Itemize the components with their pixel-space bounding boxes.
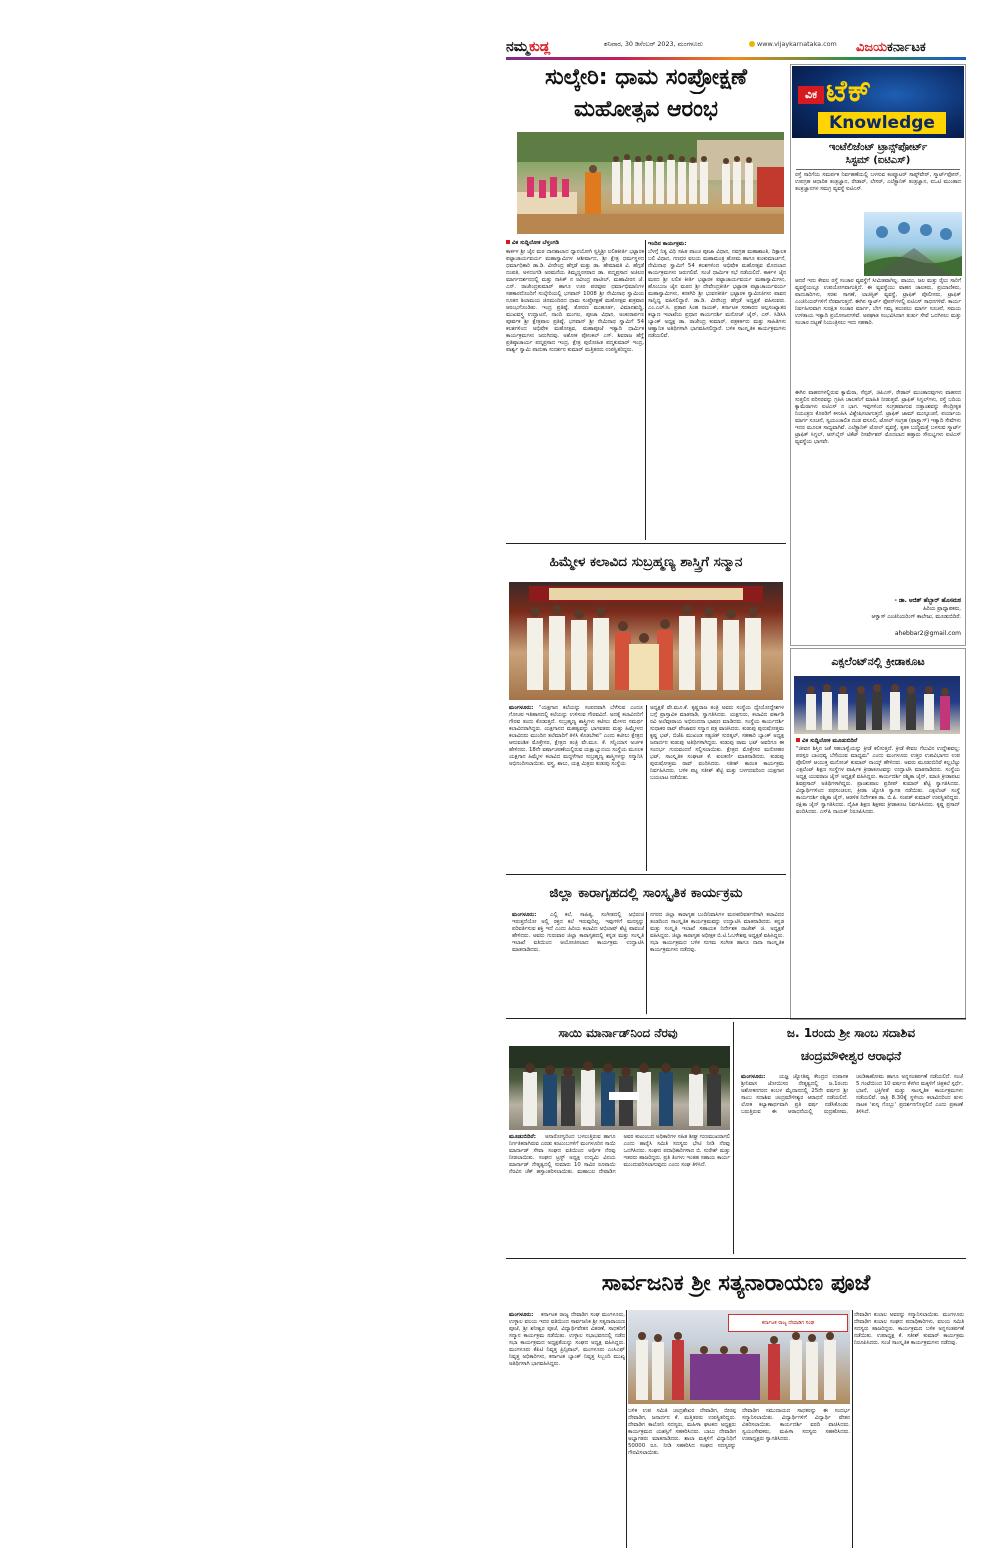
satya-col-3: ದೇವಾಡಿಗ ಸಮುದಾಯದ ಸಾಧಕರನ್ನು ಈ ಸಂದರ್ಭ ಸನ್ಮಾನಿಸಲಾಯಿತು. ವಿದ್ಯಾರ್ಥಿಗಳಿಗೆ ವಿದ್ಯಾರ್ಥಿ ವೇತನ ವಿತರಿಸಲಾಯಿತು. ಕಾರ್ಯದರ್ಶಿ ವರದಿ ವಾಚಿಸಿದರು. ಸ್ವಯಂಸೇವಕರು, ಮಹಿಳಾ ಸದಸ್ಯರು ಸಹಕರಿಸಿದರು. ಉಪಾಧ್ಯಕ್ಷರು ಸ್ವಾಗತಿಸಿದರು. <box>742 1408 850 1442</box>
tech-author-role-2: ಆಳ್ವಾಸ್ ಎಂಜಿನಿಯರಿಂಗ್ ಕಾಲೇಜು, ಮೂಡುಬಿದಿರೆ. <box>871 614 961 620</box>
tech-title-2: ಸಿಸ್ಟಮ್ (ಐಟಿಎಸ್) <box>845 155 911 166</box>
website-text: www.vijaykarnataka.com <box>757 40 837 48</box>
himmela-top-rule <box>506 543 786 544</box>
himmela-photo <box>509 582 783 700</box>
sai-headline: ಸಾಯಿ ಮಾರ್ನಾಡ್‌ನಿಂದ ನೆರವು <box>558 1026 678 1040</box>
sai-photo <box>509 1046 730 1130</box>
satya-top-rule <box>506 1258 966 1259</box>
himmela-col-1: "ಯಕ್ಷಗಾನ ಕಲೆಯನ್ನು ಸಂಪದವಾಗಿ ಬೆಳೆಸುವ ಎಂದೂ ಗೋಚರ ಇತಿಹಾಸದಲ್ಲಿ ಕಲೆಯನ್ನು ಉಳಿಸುವ ಗೌರವವಿದೆ. ಅದಕ್ಕೆ ಕಲಾವಿದರಿಗೆ ಗೌರವ ತಂದು ಕೊಡುತ್ತದೆ. ಸುಬ್ರಹ್ಮಣ್ಯ ಶಾಸ್ತ್ರಿಗಳು ಕಟೀಲು ಮೇಳದ ಸಮರ್ಥ ಕಲಾವಿದರಾಗಿದ್ದರು. ಯಕ್ಷಗಾನದ ಮಹತ್ವವನ್ನು ಭಾಗವತರು ಮತ್ತು ಹಿಮ್ಮೇಳದ ಕಲಾವಿದರು ಮುಂದಿನ ತಲೆಮಾರಿಗೆ ತಿಳಿಸಿ ಕೊಡಬೇಕು" ಎಂದು ಕಟೀಲು ಕ್ಷೇತ್ರದ ಆನುವಂಶಿಕ ಮೊಕ್ತೇಸರ, ಕ್ಷೇತ್ರದ ತಂತ್ರಿ ವೇ.ಮೂ. ಕೆ. ಸನ್ನಿಯಾಸ ಅರ್ಚಕ ಹೇಳಿದರು. 18ನೇ ವರ್ಷಾಚರಣೆಯಲ್ಲಿರುವ ಯಕ್ಷಾಭ್ಯುದಯ ಸಂಸ್ಥೆಯ ಮೂಲಕ ಯಕ್ಷಗಾನ ಹಿಮ್ಮೇಳ ಕಲಾವಿದ ಮದ್ದಳೆಗಾರ ಸುಬ್ರಹ್ಮಣ್ಯ ಶಾಸ್ತ್ರಿಗಳನ್ನು ಸನ್ಮಾನಿಸಿ ಅಭಿನಂದಿಸಲಾಯಿತು. ವಸ್ತ್ರ, ಶಾಲು, ಯಕ್ಷ ಮಿತ್ರರು ಕುಡುಪು ಸಂಸ್ಥೆಯ <box>509 705 643 767</box>
tech-infographic <box>864 212 962 276</box>
namma-kudla-logo <box>506 36 550 54</box>
himmela-vertical-rule <box>646 705 647 871</box>
lead-sub-label <box>648 241 786 248</box>
tech-author-role-1: ಹಿರಿಯ ಪ್ರಾಧ್ಯಾಪಕರು, <box>923 606 961 612</box>
jail-col-1: ಎಲ್ಲಿ ಕಲೆ, ಸಾಹಿತ್ಯ, ಸಂಗೀತದಲ್ಲಿ ಅಭಿರುಚಿ ಇರುತ್ತದೆಯೋ ಅಲ್ಲಿ ರಕ್ತದ ಕಲೆ ಇರುವುದಿಲ್ಲ. ಇವುಗಳಿಗೆ ಮನಸ್ಸನ್ನು ಪರಿವರ್ತಿಸುವ ಶಕ್ತಿ ಇದೆ ಎಂದು ಹಿರಿಯ ಕಲಾವಿದ ಅಭಿಲಾಷ್ ಶೆಟ್ಟಿ ಪಾವಂಜೆ ಹೇಳಿದರು. ಅವರು ಗುರುವಾರ ಜಿಲ್ಲಾ ಕಾರಾಗೃಹದಲ್ಲಿ ಕನ್ನಡ ಮತ್ತು ಸಂಸ್ಕೃತಿ ಇಲಾಖೆ ವತಿಯಿಂದ ಆಯೋಜಿಸಲಾದ ಕಾರ್ಯಕ್ರಮ ಉದ್ಘಾಟಿಸಿ ಮಾತನಾಡಿದರು. <box>512 912 644 953</box>
jail-vertical-rule <box>646 912 647 1014</box>
satya-col-2: ಬಳಿಕ ಉಪ ಸಮಿತಿ ಚಂದ್ರಶೇಖರ ದೇವಾಡಿಗ, ಬೀರಪ್ಪ ದೇವಾಡಿಗ, ಜನಾರ್ದನ ಕೆ. ಮತ್ತಿತರರು ಉಪಸ್ಥಿತರಿದ್ದರು. ದೇವಾಡಿಗ ಕಾಲೋನಿ ಸದಸ್ಯರು, ಮಹಿಳಾ ಘಟಕದ ಅಧ್ಯಕ್ಷರು ಕಾರ್ಯಕ್ರಮದ ಯಶಸ್ಸಿಗೆ ಸಹಕರಿಸಿದರು. ಬಾಬು ದೇವಾಡಿಗ ಅಭ್ಯಾಗತರು ಮಾತನಾಡಿದರು. ಶಾಲಾ ಮಕ್ಕಳಿಗೆ ವಿದ್ಯಾನಿಧಿಗೆ 50000 ರೂ. ನೀಡಿ ಸಹಕರಿಸಿದ ಸಂಘದ ಸದಸ್ಯರನ್ನು ಗೌರವಿಸಲಾಯಿತು. <box>628 1408 736 1456</box>
sai-body: ಅನಾರೋಗ್ಯದಿಂದ ಬಳಲುತ್ತಿರುವ ಹಾಗೂ ನಿರ್ಗತಿಕರಾಗಿರುವ ಎರಡು ಕುಟುಂಬಗಳಿಗೆ ಮಂಗಳೂರಿನ ಸಾಯಿ ಮಾರ್ನಾಡ್ ಸೇವಾ ಸಂಘದ ವತಿಯಿಂದ ಆರ್ಥಿಕ ನೆರವು ನೀಡಲಾಯಿತು. ಸಂಘದ ಟ್ರಸ್ಟ್ ಅಧ್ಯಕ್ಷ ಉದ್ಯಮಿ ವಿನಯ ಮಾರ್ನಾಡ್ ನೇತೃತ್ವದಲ್ಲಿ ಸುಮಾರು 10 ಸಾವಿರ ರೂಪಾಯಿ ನೆರವಿನ ಚೆಕ್ ಹಸ್ತಾಂತರಿಸಲಾಯಿತು. ಮಹಾಬಲ ದೇವಾಡಿಗ ಅವರ ಕುಟುಂಬದ ಅಧಿಕಾರಿಗಳ ಸಹಿತ ಶೀಘ್ರ ಗುಣಮುಖರಾಗಲಿ ಎಂದು ಹಾರೈಸಿ ಸಮಿತಿ ಸದಸ್ಯರು ಭೇಟಿ ನೀಡಿ ನೆರವು ಒದಗಿಸಿದರು. ಸಂಘದ ಪದಾಧಿಕಾರಿಗಳಾದ ಬಿ. ಸುರೇಶ್ ಮತ್ತು ಇತರರು ಹಾಜರಿದ್ದರು. ಪ್ರತಿ ತಿಂಗಳು ಇಂತಹ ಸಹಾಯ ಕಾರ್ಯ ಮುಂದುವರಿಸಲಾಗುವುದು ಎಂದು ಸಂಘ ತಿಳಿಸಿದೆ. <box>509 1134 730 1175</box>
satya-dateline: ಮಂಗಳೂರು: <box>509 1312 534 1318</box>
satya-headline: ಸಾರ್ವಜನಿಕ ಶ್ರೀ ಸತ್ಯನಾರಾಯಣ ಪೂಜೆ <box>601 1271 871 1296</box>
lead-sub-label-text: ಇಂದಿನ ಕಾರ್ಯಕ್ರಮ: <box>648 241 687 247</box>
excellent-byline-text: ವಿಕ ಸುದ್ದಿಲೋಕ ಮೂಡುಬಿದಿರೆ <box>802 738 858 744</box>
jail-dateline: ಮಂಗಳೂರು: <box>512 912 537 918</box>
bullet-icon <box>796 738 800 742</box>
sai-dateline: ಮೂಡುಬಿದಿರೆ: <box>509 1134 537 1140</box>
masthead <box>506 36 966 56</box>
himmela-dateline: ಮಂಗಳೂರು: <box>509 705 534 711</box>
lead-headline-1: ಸುಲ್ಕೇರಿ: ಧಾಮ ಸಂಪ್ರೋಕ್ಷಣೆ <box>544 65 748 90</box>
jail-top-rule <box>506 874 786 875</box>
lead-col-1: ಕಾರ್ಕಳ ಶ್ರೀ ಜೈನ ಮಠ ದಾನಶಾಲಾದ ಧ್ಯಾನಯೋಗಿ ಸ್ವಸ್ತಿಶ್ರೀ ಲಲಿತಕೀರ್ತಿ ಭಟ್ಟಾರಕ ಪಟ್ಟಾಚಾರ್ಯವರ್ಯ ಮಹಾಸ್ವಾಮಿಗಳ ಆಶೀರ್ವಾದ, ಶ್ರೀ ಕ್ಷೇತ್ರ ಧರ್ಮಸ್ಥಳದ ಧರ್ಮಾಧಿಕಾರಿ ಡಾ.ಡಿ. ವೀರೇಂದ್ರ ಹೆಗ್ಗಡೆ ಮತ್ತು ಡಾ. ಹೇಮಾವತಿ ವಿ. ಹೆಗ್ಗಡೆ ದಂಪತಿ, ಅಳದಂಗಡಿ ಅರಮನೆಯ ತಿಮ್ಮಣ್ಣರಸರಾದ ಡಾ. ಪದ್ಮಪ್ರಸಾದ ಅಜಿಲರ ಮಾರ್ಗದರ್ಶನದಲ್ಲಿ ಮತ್ತು ನಾಸಿಕ್ ನ ರವೀಂದ್ರ ಪಾಟೀಲ್, ಮಹಾವೀರನ ಜೆ. ಎನ್. ರಾಜೇಂದ್ರಕುಮಾರ್ ಹಾಗೂ ಊರ ಪರವೂರ ಧರ್ಮಾಭಿಮಾನಿಗಳ ಸಹಕಾರದೊಂದಿಗೆ ಸುಲ್ಕೇರಿಯಲ್ಲಿ ಭಗವಾನ್ 1008 ಶ್ರೀ ನೇಮಿನಾಥ ಸ್ವಾಮಿಯ ನೂತನ ಶಿಲಾಮಯ ಜಿನಮಂದಿರದ ಧಾಮ ಸಂಪ್ರೋಕ್ಷಣೆ ಮಹೋತ್ಸವ ಶುಕ್ರವಾರ ಆರಂಭಗೊಂಡಿತು. ಇಂದ್ರ ಪ್ರತಿಷ್ಠೆ, ತೋರಣ ಮುಹೂರ್ತ, ವಿಮಾನಶುದ್ಧಿ, ಮುಖವಸ್ತ್ರ ಉದ್ಘಾಟನೆ, ನಾಂದಿ ಮಂಗಲ, ಪೂಜಾ ವಿಧಾನ, ಅಂಕುರಾರ್ಪಣ ಪೂರ್ವಕ ಶ್ರೀ ಕ್ಷೇತ್ರಪಾಲ ಪ್ರತಿಷ್ಠೆ, ಭಗವಾನ್ ಶ್ರೀ ನೇಮಿನಾಥ ಸ್ವಾಮಿಗೆ 54 ಕಲಶಗಳಿಂದ ಅಭಿಷೇಕ ಮಹೋತ್ಸವ, ಮಹಾಪೂಜೆ ಇತ್ಯಾದಿ ಧಾರ್ಮಿಕ ಕಾರ್ಯಕ್ರಮಗಳು ಜರುಗಿದವು. ಅಶೋಕ ಪೋಂಕಲ್ ಎಸ್. ಶಿವರಾಜ ಹೆಗ್ಡೆ ಪ್ರತಿಷ್ಠಾಚಾರ್ಯ ಪದ್ಮಪ್ರಸಾದ ಇಂದ್ರ, ಕ್ಷೇತ್ರ ಪುರೋಹಿತ ಪದ್ಮಕುಮಾರ್ ಇಂದ್ರ, ಪಾರ್ಶ್ವ ಸ್ವಾಮಿ ಪಾದುಕಾ ಸುದರ್ಶನ ಕುಮಾರ್ ಮತ್ತಿತರರು ಉಪಸ್ಥಿತರಿದ್ದರು. <box>506 249 644 353</box>
globe-icon <box>749 41 755 47</box>
website-link[interactable] <box>749 40 837 48</box>
lead-headline-2: ಮಹೋತ್ಸವ ಆರಂಭ <box>574 97 718 122</box>
sai-samba-divider <box>733 1022 734 1254</box>
excellent-photo <box>794 676 960 734</box>
satya-photo <box>628 1310 850 1404</box>
satya-vertical-rule-1 <box>626 1310 627 1548</box>
tech-banner-vika: ವಿಕ <box>798 86 824 104</box>
date-line: ಶನಿವಾರ, 30 ಡಿಸೆಂಬರ್ 2023, ಮಂಗಳೂರು <box>604 40 703 48</box>
excellent-headline: ಎಕ್ಸಲೆಂಟ್‌ನಲ್ಲಿ ಕ್ರೀಡಾಕೂಟ <box>831 655 925 668</box>
samba-body: ಯಜ್ಞ ಜ್ಯೋತಿಷ್ಯ ಕೇಂದ್ರದ ಉಪಾಸಕ ಶ್ರೀನಿವಾಸ ಜೋಯಿಸರ ನೇತೃತ್ವದಲ್ಲಿ ಜ.1ರಂದು ಅಶೋಕನಗರದ ಕಂಬಳ ಮೈದಾನದಲ್ಲಿ 25ನೇ ವರ್ಷದ ಶ್ರೀ ಸಾಂಬ ಸದಾಶಿವ ಚಂದ್ರಮೌಳೀಶ್ವರ ಆರಾಧನೆ ನಡೆಯಲಿದೆ. ಲೋಕ ಕಲ್ಯಾಣಾರ್ಥವಾಗಿ ಪ್ರತಿ ವರ್ಷ ನಡೆಸಿಕೊಂಡು ಬರುತ್ತಿರುವ ಈ ಆರಾಧನೆಯಲ್ಲಿ ರುದ್ರಹೋಮ, ಚಂಡಿಕಾಹೋಮ ಹಾಗೂ ಅನ್ನಸಂತರ್ಪಣೆ ನಡೆಯಲಿದೆ. ಸಂಜೆ 5 ಗಂಟೆಯಿಂದ 10 ವರ್ಷದ ಕೆಳಗಿನ ಮಕ್ಕಳಿಗೆ ಚಿತ್ರಕಲೆ ಸ್ಪರ್ಧೆ, ಭಜನೆ, ಭಕ್ತಿಗೀತೆ ಮತ್ತು ಸಾಂಸ್ಕೃತಿಕ ಕಾರ್ಯಕ್ರಮಗಳು ನಡೆಯಲಿವೆ. ರಾತ್ರಿ 8.30ಕ್ಕೆ ಸ್ಥಳೀಯ ಕಲಾವಿದರಿಂದ ತುಳು ನಾಟಕ 'ಕುಸ್ಕ ಗೊಬ್ಬು' ಪ್ರದರ್ಶನಗೊಳ್ಳಲಿದೆ ಎಂದು ಪ್ರಕಟಣೆ ತಿಳಿಸಿದೆ. <box>741 1074 963 1115</box>
lead-col-2: ಬೆಳಗ್ಗೆ ನಿತ್ಯ ವಿಧಿ ಸಹಿತ ಪಾಂಚ ಪೂಜಾ ವಿಧಾನ, ನವಗ್ರಹ ಮಹಾಶಾಂತಿ, ದಿಕ್ಪಾಲಕ ಬಲಿ ವಿಧಾನ, ಗಣಧರ ವಲಯ ಮಹಾಮಂತ್ರ ಹೋಮ ಹಾಗೂ ಕುಂಕುಮಾರ್ಚನೆ, ನೇಮಿನಾಥ ಸ್ವಾಮಿಗೆ 54 ಕಲಶಗಳಿಂದ ಅಭಿಷೇಕ ಮಹೋತ್ಸವ ಮೊದಲಾದ ಕಾರ್ಯಕ್ರಮಗಳು ಜರುಗಲಿವೆ. ಸಂಜೆ ಧಾರ್ಮಿಕ ಸಭೆ ನಡೆಯಲಿದೆ. ಕಾರ್ಕಳ ಜೈನ ಮಠದ ಶ್ರೀ ಲಲಿತ ಕೀರ್ತಿ ಭಟ್ಟಾರಕ ಪಟ್ಟಾಚಾರ್ಯವರ್ಯ ಮಹಾಸ್ವಾಮಿಗಳು, ಹೊಂಬುಜ ಜೈನ ಮಠದ ಶ್ರೀ ದೇವೇಂದ್ರಕೀರ್ತಿ ಭಟ್ಟಾರಕ ಪಟ್ಟಾಚಾರ್ಯವರ್ಯ ಮಹಾಸ್ವಾಮಿಗಳು, ಕನಕಗಿರಿ ಶ್ರೀ ಭುವನಕೀರ್ತಿ ಭಟ್ಟಾರಕ ಸ್ವಾಮೀಜಿಗಳು ಪಾವನ ಸಾನ್ನಿಧ್ಯ ವಹಿಸಲಿದ್ದಾರೆ. ಡಾ.ಡಿ. ವೀರೇಂದ್ರ ಹೆಗ್ಗಡೆ ಅಧ್ಯಕ್ಷತೆ ವಹಿಸುವರು. ಎಂ.ಎಲ್.ಸಿ. ಪ್ರತಾಪ ಸಿಂಹ ನಾಯಕ್, ಕರ್ನಾಟಕ ಸರಕಾರದ ಅಲ್ಪಸಂಖ್ಯಾತರ ಕಲ್ಯಾಣ ಇಲಾಖೆಯ ಪ್ರಧಾನ ಕಾರ್ಯದರ್ಶಿ ಮನೋಜ್ ಜೈನ್, ಎಸ್. ಸಿಡಿಸಿಸಿ ಬ್ಯಾಂಕ್ ಅಧ್ಯಕ್ಷ ಡಾ. ರಾಜೇಂದ್ರ ಕುಮಾರ್, ಪತ್ರಕರ್ತರು ಮತ್ತು ಸಾಹಿತಿಗಳು ಆಹ್ವಾನಿತ ಅತಿಥಿಗಳಾಗಿ ಭಾಗವಹಿಸಲಿದ್ದಾರೆ. ಬಳಿಕ ಸಾಂಸ್ಕೃತಿಕ ಕಾರ್ಯಕ್ರಮಗಳು ನಡೆಯಲಿವೆ. <box>648 249 786 339</box>
tech-banner-tech: ಟೆಕ್ <box>826 74 873 109</box>
jail-col-2: ನಗರದ ಜಿಲ್ಲಾ ಕಾರಾಗೃಹ ಬಂದಿನಿವಾಸಿಗಳ ಮನಃಪರಿವರ್ತನೆಗಾಗಿ ಕಲಾವಿದರ ತಂಡದಿಂದ ಸಾಂಸ್ಕೃತಿಕ ಕಾರ್ಯಕ್ರಮವನ್ನು ಉದ್ಘಾಟಿಸಿ ಮಾತನಾಡಿದರು. ಕನ್ನಡ ಮತ್ತು ಸಂಸ್ಕೃತಿ ಇಲಾಖೆ ಸಹಾಯಕ ನಿರ್ದೇಶಕ ರಾಜೇಶ್ ಜಿ. ಅಧ್ಯಕ್ಷತೆ ವಹಿಸಿದ್ದರು. ಜಿಲ್ಲಾ ಕಾರಾಗೃಹ ಅಧೀಕ್ಷಕ ಬಿ.ಟಿ.ಓಬಳೇಶಪ್ಪ ಅಧ್ಯಕ್ಷತೆ ವಹಿಸಿದ್ದರು. ಸಭಾ ಕಾರ್ಯಕ್ರಮದ ಬಳಿಕ ಸುಗಮ ಸಂಗೀತ ಹಾಗೂ ನಾನಾ ಸಾಂಸ್ಕೃತಿಕ ಕಾರ್ಯಕ್ರಮಗಳು ನಡೆದವು. <box>650 912 784 953</box>
excellent-byline <box>796 738 956 745</box>
logo-kudla: ಕುಡ್ಲ <box>529 39 551 55</box>
tech-body-2: ಆದರೆ ಇದು ಕೇವಲ ರಸ್ತೆ ಸಂಚಾರ ವ್ಯವಸ್ಥೆಗೆ ಸೀಮಿತವಾಗಿಲ್ಲ. ವಾಯು, ಜಲ ಮತ್ತು ರೈಲು ಸಾರಿಗೆ ವ್ಯವಸ್ಥೆಯಲ್ಲೂ ಉಪಯೋಗವಾಗುತ್ತಿದೆ. ಈ ವ್ಯವಸ್ಥೆಯು ವಾಹನ ಚಾಲಕರು, ಪ್ರಯಾಣಿಕರು, ಪಾದಚಾರಿಗಳು, ಸರಕು ಸಾಗಣೆ, ಲಾಜಿಸ್ಟಿಕ್ ವ್ಯವಸ್ಥೆ, ಟ್ರಾಫಿಕ್ ಪೊಲೀಸರು, ಟ್ರಾಫಿಕ್ ಎಂಜಿನಿಯರ್‌ಗಳಿಗೆ ನೆರವಾಗುತ್ತದೆ. ಈಗಿನ ಸ್ಮಾರ್ಟ್ ಫೋನ್‌ಗಳಲ್ಲಿ ಐಟಿಎಸ್ ಸಾಧನಗಳಿವೆ. ಕಾರ್ಯ ನಿರ್ವಹಿಸುವಾಗ ಸುರಕ್ಷಿತ ಸಂಚಾರ ಮಾರ್ಗ, ಬೇಗ ಗಮ್ಯ ತಲುಪಲು ಮಾರ್ಗ ಸೂಚನೆ, ಸಮಯ ಉಳಿತಾಯ ಇತ್ಯಾದಿ ಪ್ರಯೋಜನಗಳಿವೆ. ಅಪಘಾತ ಸಂಭವಿಸಿದಾಗ ತುರ್ತು ಸೇವೆ ಒದಗಿಸಲು ಮತ್ತು ಸಂಚಾರ ದಟ್ಟಣೆ ನಿಯಂತ್ರಿಸಲು ಇದು ಸಹಕಾರಿ. <box>795 278 961 326</box>
excellent-body: "ಜೀವನ ಶಿಸ್ತಿನ ಜತೆ ಸಹಬಾಳ್ವೆಯನ್ನು ಕ್ರೀಡೆ ಕಲಿಸುತ್ತದೆ. ಕ್ರೀಡೆ ಕೇವಲ ಗೆಲುವಿನ ಉದ್ದೇಶವಲ್ಲ; ಪರಸ್ಪರ ಬಾಂಧವ್ಯ ಬೆಸೆಯುವ ಮಾಧ್ಯಮ" ಎಂದು ಮಂಗಳೂರು ಉತ್ತರ ಉಪವಿಭಾಗದ ಉಪ ಪೊಲೀಸ್ ಆಯುಕ್ತ ಮನೋಜ್ ಕುಮಾರ್ ನಾಯ್ಕ್ ಹೇಳಿದರು. ಅವರು ಮೂಡುಬಿದಿರೆ ಕಲ್ಲಬೆಟ್ಟು ಎಕ್ಸಲೆಂಟ್ ಶಿಕ್ಷಣ ಸಂಸ್ಥೆಗಳ ವಾರ್ಷಿಕ ಕ್ರೀಡಾಕೂಟವನ್ನು ಉದ್ಘಾಟಿಸಿ ಮಾತನಾಡಿದರು. ಸಂಸ್ಥೆಯ ಅಧ್ಯಕ್ಷ ಯುವರಾಜ ಜೈನ್ ಅಧ್ಯಕ್ಷತೆ ವಹಿಸಿದ್ದರು. ಕಾರ್ಯದರ್ಶಿ ರಶ್ಮಿತಾ ಜೈನ್, ಮಾಜಿ ಕ್ರೀಡಾಪಟು ಶಿವಪ್ರಸಾದ್ ಅತಿಥಿಗಳಾಗಿದ್ದರು. ಪ್ರಾಂಶುಪಾಲ ಪ್ರದೀಪ್ ಕುಮಾರ್ ಶೆಟ್ಟಿ ಸ್ವಾಗತಿಸಿದರು. ವಿದ್ಯಾರ್ಥಿಗಳಿಂದ ಪಥಸಂಚಲನ, ಕ್ರೀಡಾ ಜ್ಯೋತಿ ಸ್ವಾಗತ ನಡೆಯಿತು. ಎಕ್ಸಲೆಂಟ್ ಸಂಸ್ಥೆ ಕಾರ್ಯದರ್ಶಿ ರಶ್ಮಿತಾ ಜೈನ್, ಆಡಳಿತ ನಿರ್ದೇಶಕ ಡಾ. ಬಿ.ಪಿ. ಸಂಪತ್ ಕುಮಾರ್ ಉಪಸ್ಥಿತರಿದ್ದರು. ರಕ್ಷಿತಾ ಜೈನ್ ಸ್ವಾಗತಿಸಿದರು. ದೈಹಿಕ ಶಿಕ್ಷಣ ಶಿಕ್ಷಕರು ಕ್ರೀಡಾಕೂಟ ನಿರ್ವಹಿಸಿದರು. ಕೃಷ್ಣ ಪ್ರಸಾದ್ ವಂದಿಸಿದರು. ಎಸ್‌ಪಿ ನಾಯಕ್ ನಿರೂಪಿಸಿದರು. <box>796 746 960 815</box>
samba-headline-2: ಚಂದ್ರಮೌಳೀಶ್ವರ ಆರಾಧನೆ <box>800 1049 902 1063</box>
satya-vertical-rule-2 <box>852 1310 853 1548</box>
satya-col-4: ದೇವಾಡಿಗ ಕುಲಾಲ ಅವರನ್ನು ಸನ್ಮಾನಿಸಲಾಯಿತು. ಮಂಗಳೂರು ದೇವಾಡಿಗ ಕುಲಾಲ ಸಂಘದ ಪದಾಧಿಕಾರಿಗಳು, ವಲಯ ಸಮಿತಿ ಸದಸ್ಯರು ಹಾಜರಿದ್ದರು. ಕಾರ್ಯಕ್ರಮದ ಬಳಿಕ ಅನ್ನಸಂತರ್ಪಣೆ ನಡೆಯಿತು. ಉಪಾಧ್ಯಕ್ಷ ಕೆ. ಸತೀಶ್ ಕುಮಾರ್ ಕಾರ್ಯಕ್ರಮ ನಿರೂಪಿಸಿದರು. ಸಂಜೆ ಸಾಂಸ್ಕೃತಿಕ ಕಾರ್ಯಕ್ರಮಗಳು ನಡೆದವು. <box>854 1312 964 1346</box>
logo-namma: ನಮ್ಮ <box>506 39 530 55</box>
tech-title-rule <box>796 169 960 170</box>
lead-vertical-rule <box>645 240 646 540</box>
lead-byline-text: ವಿಕ ಸುದ್ದಿಲೋಕ ಬೆಳ್ತಂಗಡಿ <box>512 240 560 246</box>
lead-photo <box>517 132 784 234</box>
tech-email[interactable]: ahebbar2@gmail.com <box>894 630 961 637</box>
tech-body-3: ಈಗಿನ ವಾಹನಗಳಲ್ಲಿರುವ ಕ್ಯಾಮೆರಾ, ಸೆನ್ಸರ್, ಜಿಪಿಎಸ್, ರೇಡಾರ್ ಮುಂತಾದವುಗಳು ವಾಹನದ ಸುತ್ತಲಿನ ಪರಿಸರವನ್ನು ಗ್ರಹಿಸಿ ಚಾಲಕನಿಗೆ ಮಾಹಿತಿ ನೀಡುತ್ತವೆ. ಟ್ರಾಫಿಕ್ ಸಿಗ್ನಲ್‌ಗಳು, ರಸ್ತೆ ಬದಿಯ ಕ್ಯಾಮೆರಾಗಳು ಐಟಿಎಸ್ ನ ಭಾಗ. ಇವುಗಳಿಂದ ಸಂಗ್ರಹವಾಗುವ ದತ್ತಾಂಶವನ್ನು ಕೇಂದ್ರೀಕೃತ ನಿಯಂತ್ರಣ ಕೊಠಡಿಗೆ ಕಳುಹಿಸಿ ವಿಶ್ಲೇಷಿಸಲಾಗುತ್ತದೆ. ಟ್ರಾಫಿಕ್ ಜಾಮ್ ಮುನ್ಸೂಚನೆ, ಪರ್ಯಾಯ ಮಾರ್ಗ ಸೂಚನೆ, ಸ್ವಯಂಚಾಲಿತ ದಂಡ ವಸೂಲಿ, ಟೋಲ್ ಸಂಗ್ರಹ (ಫಾಸ್ಟ್ಯಾಗ್) ಇತ್ಯಾದಿ ಸೇವೆಗಳು ಇದರ ಮೂಲಕ ಸಾಧ್ಯವಾಗಿವೆ. ಎಲೆಕ್ಟ್ರಾನಿಕ್ ಟೋಲ್ ವ್ಯವಸ್ಥೆ, ಕೃತಕ ಬುದ್ಧಿಮತ್ತೆ ಬಳಸುವ ಸ್ಮಾರ್ಟ್ ಟ್ರಾಫಿಕ್ ಸಿಗ್ನಲ್, ಆನ್‌ಲೈನ್ ಟಿಕೆಟ್ ರಿಸರ್ವೇಶನ್ ಮೊದಲಾದ ಹತ್ತಾರು ಸೌಲಭ್ಯಗಳು ಐಟಿಎಸ್ ವ್ಯವಸ್ಥೆಯ ಭಾಗವೇ. <box>795 390 961 445</box>
samba-headline-1: ಜ. 1ರಂದು ಶ್ರೀ ಸಾಂಬ ಸದಾಶಿವ <box>786 1026 916 1040</box>
sai-top-rule <box>506 1018 966 1019</box>
bullet-icon <box>506 240 510 244</box>
tech-body-1: ರಸ್ತೆ ಸಾರಿಗೆಯ ಸಮರ್ಪಕ ನಿರ್ವಹಣೆಯಲ್ಲಿ ಬಳಸುವ ಕಂಪ್ಯೂಟರ್ ಸಾಫ್ಟ್‌ವೇರ್, ಸ್ಮಾರ್ಟ್‌ಫೋನ್, ಉಪಗ್ರಹ ಆಧಾರಿತ ತಂತ್ರಜ್ಞಾನ, ರೇಡಾರ್, ಲೇಸರ್, ಎಲೆಕ್ಟ್ರಾನಿಕ್ ತಂತ್ರಜ್ಞಾನ, ಐಒಟಿ ಮುಂತಾದ ತಂತ್ರಜ್ಞಾನಗಳ ಸಮಗ್ರ ವ್ಯವಸ್ಥೆ ಐಟಿಎಸ್. <box>795 172 961 192</box>
tech-title-1: ಇಂಟೆಲಿಜೆಂಟ್ ಟ್ರಾನ್ಸ್‌ಪೋರ್ಟ್ <box>828 142 928 153</box>
logo-vijaya: ವಿಜಯ <box>856 40 888 55</box>
lead-byline <box>506 240 646 247</box>
logo-karnataka: ಕರ್ನಾಟಕ <box>887 40 926 55</box>
tech-banner-knowledge: Knowledge <box>818 112 946 134</box>
samba-dateline: ಮಂಗಳೂರು: <box>741 1074 766 1080</box>
tech-body-1b <box>795 212 863 274</box>
tech-banner <box>792 66 964 138</box>
himmela-col-2: ಅಧ್ಯಕ್ಷತೆ ವೇ.ಮೂ.ಕೆ. ಕೃಷ್ಣರಾಜ ತಂತ್ರಿ ಅವರು ಸಂಸ್ಥೆಯ ಧ್ಯೇಯೋದ್ದೇಶಗಳ ಬಗ್ಗೆ ಪ್ರಾಸ್ತಾವಿಕ ಮಾತನಾಡಿ, ಸ್ವಾಗತಿಸಿದರು. ಯಕ್ಷಗುರು, ಕಲಾವಿದ ವರ್ಕಾಡಿ ರವಿ ಅಲೆವೂರಾಯ ಅಭಿನಂದನಾ ಭಾಷಣ ಮಾಡಿದರು. ಸಂಸ್ಥೆಯ ಕಾರ್ಯದರ್ಶಿ ಸುಧಾಕರ ರಾವ್ ಪೇಜಾವರ ಸನ್ಮಾನ ಪತ್ರ ವಾಚಿಸಿದರು. ಕುಡುಪು ಪುರುಷೋತ್ತಮ ಕೃಷ್ಣ ಭಟ್, ಬಿಜೆಪಿ ಮುಖಂಡ ಸತ್ಯಜಿತ್ ಸುರತ್ಕಲ್, ಸಹಕಾರಿ ಬ್ಯಾಂಕ್ ಅಧ್ಯಕ್ಷ ಜನಾರ್ದನ ಕುಡುಪು ಅತಿಥಿಗಳಾಗಿದ್ದರು. ಕುಡುಪು ರಾಮ ಭಟ್ ಅವರಿಗೂ ಈ ಸಂದರ್ಭ ಗುರುವಂದನೆ ಸಲ್ಲಿಸಲಾಯಿತು. ಕ್ಷೇತ್ರದ ಮೊಕ್ತೇಸರ ಮನೋಹರ ಭಟ್, ಸಾಂಸ್ಕೃತಿಕ ಸಂಘಟಕ ಕೆ. ಕುಲಕರ್ಣಿ ಮಾತನಾಡಿದರು. ಕುಡುಪು ಪುರುಷೋತ್ತಮ ರಾವ್ ವಂದಿಸಿದರು. ಸತೀಶ್ ಕಾರಂತ ಕಾರ್ಯಕ್ರಮ ನಿರ್ವಹಿಸಿದರು. ಬಳಿಕ ಪಟ್ಲ ಸತೀಶ್ ಶೆಟ್ಟಿ ಮತ್ತು ಬಳಗದವರಿಂದ ಯಕ್ಷಗಾನ ಬಯಲಾಟ ನಡೆಯಿತು. <box>650 705 784 781</box>
masthead-rule <box>506 57 966 60</box>
satya-photo-banner: ಕರ್ನಾಟಕ ರಾಜ್ಯ ದೇವಾಡಿಗ ಸಂಘ <box>728 1314 848 1332</box>
himmela-headline: ಹಿಮ್ಮೇಳ ಕಲಾವಿದ ಸುಬ್ರಹ್ಮಣ್ಯ ಶಾಸ್ತ್ರಿಗೆ ಸನ್ಮಾನ <box>549 554 743 570</box>
jail-headline: ಜಿಲ್ಲಾ ಕಾರಾಗೃಹದಲ್ಲಿ ಸಾಂಸ್ಕೃತಿಕ ಕಾರ್ಯಕ್ರಮ <box>549 885 743 901</box>
vijaya-karnataka-logo <box>856 36 926 55</box>
tech-author: - ಡಾ. ಅಜಿತ್ ಹೆಬ್ಬಾರ್ ಹೊಸಮಠ <box>894 598 961 604</box>
satya-col-1: ಕರ್ನಾಟಕ ರಾಜ್ಯ ದೇವಾಡಿಗ ಸಂಘ ಮಂಗಳೂರು, ಉಳ್ಳಾಲ ವಲಯ ಇದರ ವತಿಯಿಂದ ಸಾರ್ವಜನಿಕ ಶ್ರೀ ಸತ್ಯನಾರಾಯಣ ಪೂಜೆ, ಶ್ರೀ ಶನೀಶ್ವರ ಪೂಜೆ, ವಿದ್ಯಾರ್ಥಿವೇತನ ವಿತರಣೆ, ಸಾಧಕರಿಗೆ ಸನ್ಮಾನ ಕಾರ್ಯಕ್ರಮ ನಡೆಯಿತು. ಉಳ್ಳಾಲ ಸಭಾಭವನದಲ್ಲಿ ನಡೆದ ಸಭಾ ಕಾರ್ಯಕ್ರಮದ ಅಧ್ಯಕ್ಷತೆಯನ್ನು ಸಂಘದ ಅಧ್ಯಕ್ಷ ವಹಿಸಿದ್ದರು. ಮಂಗಳೂರು ಕೆಪಿಟಿ ನಿವೃತ್ತ ಪ್ರಿನ್ಸಿಪಾಲ್, ಮಂಗಳೂರು ಎಂಸಿಎಫ್ ನಿವೃತ್ತ ಅಧಿಕಾರಿಗಳು, ಕರ್ನಾಟಕ ಬ್ಯಾಂಕ್ ನಿವೃತ್ತ ಸಿಬ್ಬಂದಿ ಮುಖ್ಯ ಅತಿಥಿಗಳಾಗಿ ಭಾಗವಹಿಸಿದ್ದರು. <box>509 1312 625 1367</box>
